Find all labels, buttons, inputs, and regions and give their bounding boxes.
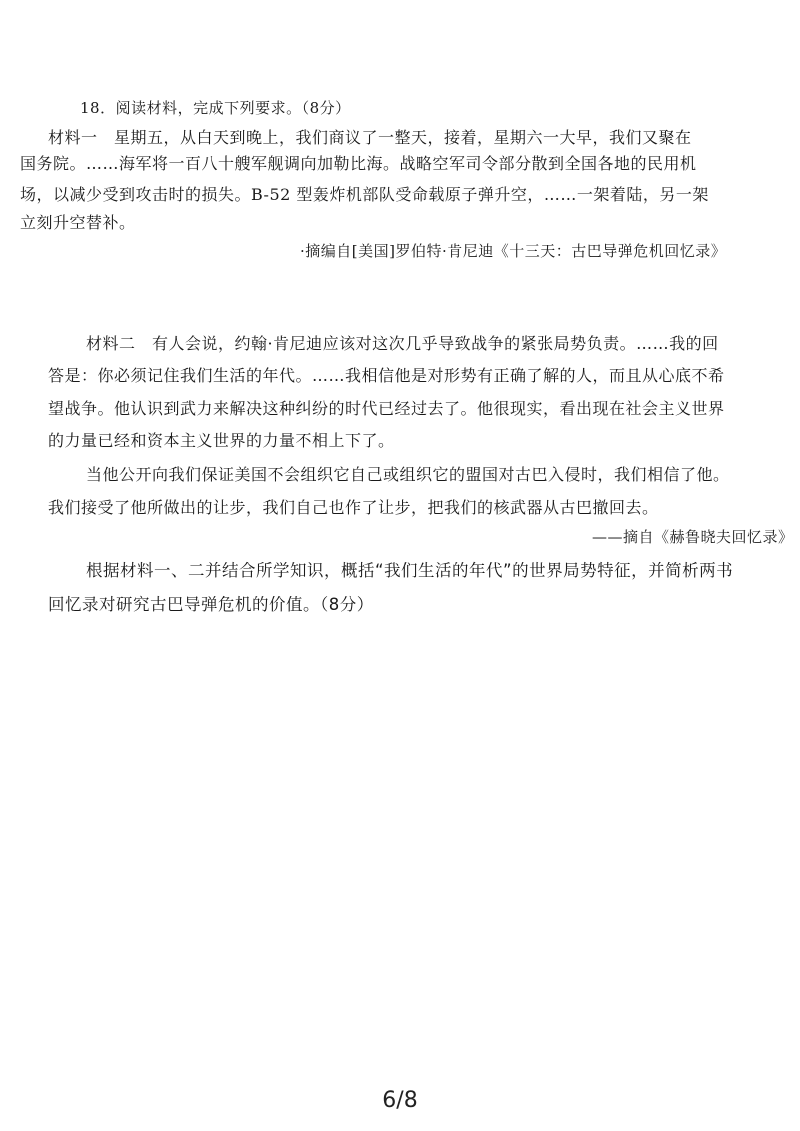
material-1-line: 立刻升空替补。 <box>20 213 136 232</box>
requirement-line: 根据材料一、二并结合所学知识，概括“我们生活的年代”的世界局势特征，并简析两书 <box>86 561 734 580</box>
material-2-line: 望战争。他认识到武力来解决这种纠纷的时代已经过去了。他很现实，看出现在社会主义世界 <box>48 399 725 418</box>
material-2-line: 的力量已经和资本主义世界的力量不相上下了。 <box>48 431 395 450</box>
material-1-line: 场，以减少受到攻击时的损失。B-52 型轰炸机部队受命载原子弹升空，……一架着陆，另一架 <box>20 185 709 204</box>
material-2-line: 材料二 有人会说，约翰·肯尼迪应该对这次几乎导致战争的紧张局势负责。……我的回 <box>86 334 719 353</box>
material-1-line: 材料一 星期五，从白天到晚上，我们商议了一整天，接着，星期六一大早，我们又聚在 <box>48 128 692 147</box>
question-header: 18．阅读材料，完成下列要求。（8分） <box>80 99 351 117</box>
material-2-line: 答是：你必须记住我们生活的年代。……我相信他是对形势有正确了解的人，而且从心底不希 <box>48 366 725 385</box>
material-1-source: ·摘编自[美国]罗伯特·肯尼迪《十三天：古巴导弹危机回忆录》 <box>300 242 727 260</box>
material-2-line: 当他公开向我们保证美国不会组织它自己或组织它的盟国对古巴入侵时，我们相信了他。 <box>86 465 730 484</box>
material-2-source: ——摘自《赫鲁晓夫回忆录》 <box>592 528 794 546</box>
material-1-line: 国务院。……海军将一百八十艘军舰调向加勒比海。战略空军司令部分散到全国各地的民用机 <box>20 154 697 173</box>
page-number: 6/8 <box>382 1088 418 1113</box>
material-2-line: 我们接受了他所做出的让步，我们自己也作了让步，把我们的核武器从古巴撤回去。 <box>48 498 659 517</box>
requirement-line: 回忆录对研究古巴导弹危机的价值。（8分） <box>48 595 374 614</box>
